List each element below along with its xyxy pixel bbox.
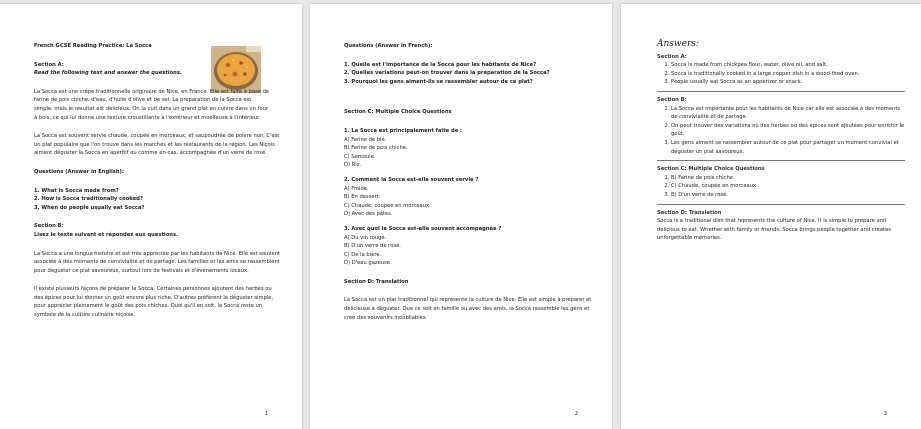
- page-title: French GCSE Reading Practice: La Socca: [34, 43, 152, 49]
- list-item: 1. B) Farine de pois chiche.: [671, 174, 905, 183]
- section-b-paragraph-1: La Socca a une longue histoire et est très appréciée par les habitants de Nice. Elle est souvent associée à des moments de convivialité et de partage. Les familles et les amis se rassemblent pour déguster ce plat savoureux, surtout lors de festivals et d'événements locaux.: [34, 250, 281, 274]
- list-item: 3. Les gens aiment se rassembler autour de ce plat pour partager un moment convivial et déguster un plat savoureux.: [671, 139, 905, 156]
- answers-section-b-heading: Section B:: [657, 96, 687, 103]
- answers-section-d-text: Socca is a traditional dish that represents the culture of Nice. It is simple to prepare and delicious to eat. Whether with family or friends, Socca brings people together and creates unforgettable memories.: [657, 218, 891, 242]
- section-a-paragraph-2: La Socca est souvent servie chaude, coupée en morceaux, et saupoudrée de poivre noir. C'est un plat populaire que l'on trouve dans les marchés et les restaurants de la région. Les Niçois aiment déguster la Socca en apéritif ou comme en-cas, accompagnée d'un verre de rosé.: [34, 133, 280, 157]
- answers-section-d-heading: Section D: Translation: [657, 209, 722, 216]
- list-item: 2. C) Chaude, coupée en morceaux.: [671, 182, 905, 191]
- questions-en-list: [34, 187, 282, 213]
- page-number: 3: [883, 411, 887, 417]
- list-item: 3. B) D'un verre de rosé.: [671, 191, 905, 200]
- section-d-heading: Section D: Translation: [344, 278, 409, 285]
- mcq-option: B) En dessert.: [344, 194, 381, 201]
- mcq-option: D) D'eau gazeuse.: [344, 260, 392, 267]
- page-number: 1: [264, 411, 268, 417]
- answers-section-a-list: [657, 61, 905, 87]
- mcq-3-options: [344, 234, 592, 268]
- mcq-option: B) Farine de pois chiche.: [344, 145, 408, 152]
- mcq-2-question: 2. Comment la Socca est-elle souvent servie ?: [344, 176, 479, 183]
- section-b-instruction: Lisez le texte suivant et répondez aux questions.: [34, 231, 179, 238]
- answers-section-a-heading: Section A:: [657, 53, 687, 60]
- section-c-heading: Section C: Multiple Choice Questions: [344, 109, 452, 116]
- mcq-3-question: 3. Avec quoi la Socca est-elle souvent accompagnée ?: [344, 225, 502, 232]
- mcq-option: C) Semoule.: [344, 153, 376, 160]
- list-item: 3. Pourquoi les gens aiment-ils se rassembler autour de ce plat?: [344, 78, 533, 85]
- list-item: 2. How is Socca traditionally cooked?: [34, 196, 143, 203]
- section-b-paragraph-2: Il existe plusieurs façons de préparer la Socca. Certaines personnes ajoutent des herbes ou des épices pour lui donner un goût encore plus riche. D'autres préfèrent la déguster simple, pour apprécier pleinement le goût des pois chiches. Quoi qu'il en soit, la Socca reste un symbole de la culture culinaire niçoise.: [34, 286, 274, 319]
- page-number: 2: [574, 411, 578, 417]
- mcq-option: B) D'un verre de rosé.: [344, 243, 401, 250]
- page-2: [310, 4, 612, 429]
- mcq-option: C) Chaude, coupée en morceaux.: [344, 202, 431, 209]
- list-item: 2. Quelles variations peut-on trouver dans la préparation de la Socca?: [344, 70, 550, 77]
- answers-section-c-list: [657, 174, 905, 200]
- list-item: 3. When do people usually eat Socca?: [34, 204, 145, 211]
- mcq-1-options: [344, 136, 592, 170]
- section-a-paragraph-1: La Socca est une crêpe traditionnelle originaire de Nice, en France. Elle est faite à base de farine de pois chiche, d'eau, d'huile d'olive et de sel. La préparation de la Socca est simple, mais le résultat est délicieux. On la cuit dans un grand plat en cuivre dans un four à bois, ce qui lui donne une texture croustillante à l'extérieur et moelleuse à l'intérieur.: [34, 88, 270, 121]
- section-d-text: La Socca est un plat traditionnel qui représente la culture de Nice. Elle est simple à préparer et délicieuse à déguster. Que ce soit en famille ou avec des amis, la Socca rassemble les gens et crée des souvenirs inoubliables.: [344, 297, 592, 321]
- mcq-option: D) Avec des pâtes.: [344, 211, 393, 218]
- list-item: 1. La Socca est importante pour les habitants de Nice car elle est associée à des moments de convivialité et de partage.: [671, 105, 905, 122]
- list-item: 1. What is Socca made from?: [34, 187, 119, 194]
- mcq-option: D) Riz.: [344, 162, 362, 169]
- divider: [657, 160, 905, 161]
- questions-en-heading: Questions (Answer in English):: [34, 168, 124, 175]
- page-3: [621, 4, 921, 429]
- mcq-2-options: [344, 185, 592, 219]
- mcq-option: A) Froide.: [344, 185, 369, 192]
- list-item: 2. Socca is traditionally cooked in a large copper dish in a wood-fired oven.: [671, 70, 905, 79]
- section-a-heading: Section A:: [34, 61, 64, 68]
- answers-title: Answers:: [657, 39, 699, 49]
- answers-section-c-heading: Section C: Multiple Choice Questions: [657, 166, 765, 173]
- section-a-instruction: Read the following text and answer the questions.: [34, 70, 182, 77]
- mcq-option: A) Du vin rouge.: [344, 234, 387, 241]
- answers-section-b-list: [657, 105, 905, 157]
- list-item: 3. People usually eat Socca as an appetizer or snack.: [671, 78, 905, 87]
- questions-fr-list: [344, 61, 592, 87]
- list-item: 1. Socca is made from chickpea flour, water, olive oil, and salt.: [671, 61, 905, 70]
- divider: [657, 204, 905, 205]
- divider: [657, 91, 905, 92]
- list-item: 1. Quelle est l'importance de la Socca pour les habitants de Nice?: [344, 61, 537, 68]
- section-b-heading: Section B:: [34, 223, 64, 230]
- mcq-1-question: 1. La Socca est principalement faite de :: [344, 127, 463, 134]
- questions-fr-heading: Questions (Answer in French):: [344, 43, 433, 49]
- mcq-option: C) De la bière.: [344, 251, 382, 258]
- mcq-option: A) Farine de blé.: [344, 136, 387, 143]
- page-1: [0, 4, 302, 429]
- list-item: 2. On peut trouver des variations où des herbes ou des épices sont ajoutées pour enrichir le goût.: [671, 122, 905, 139]
